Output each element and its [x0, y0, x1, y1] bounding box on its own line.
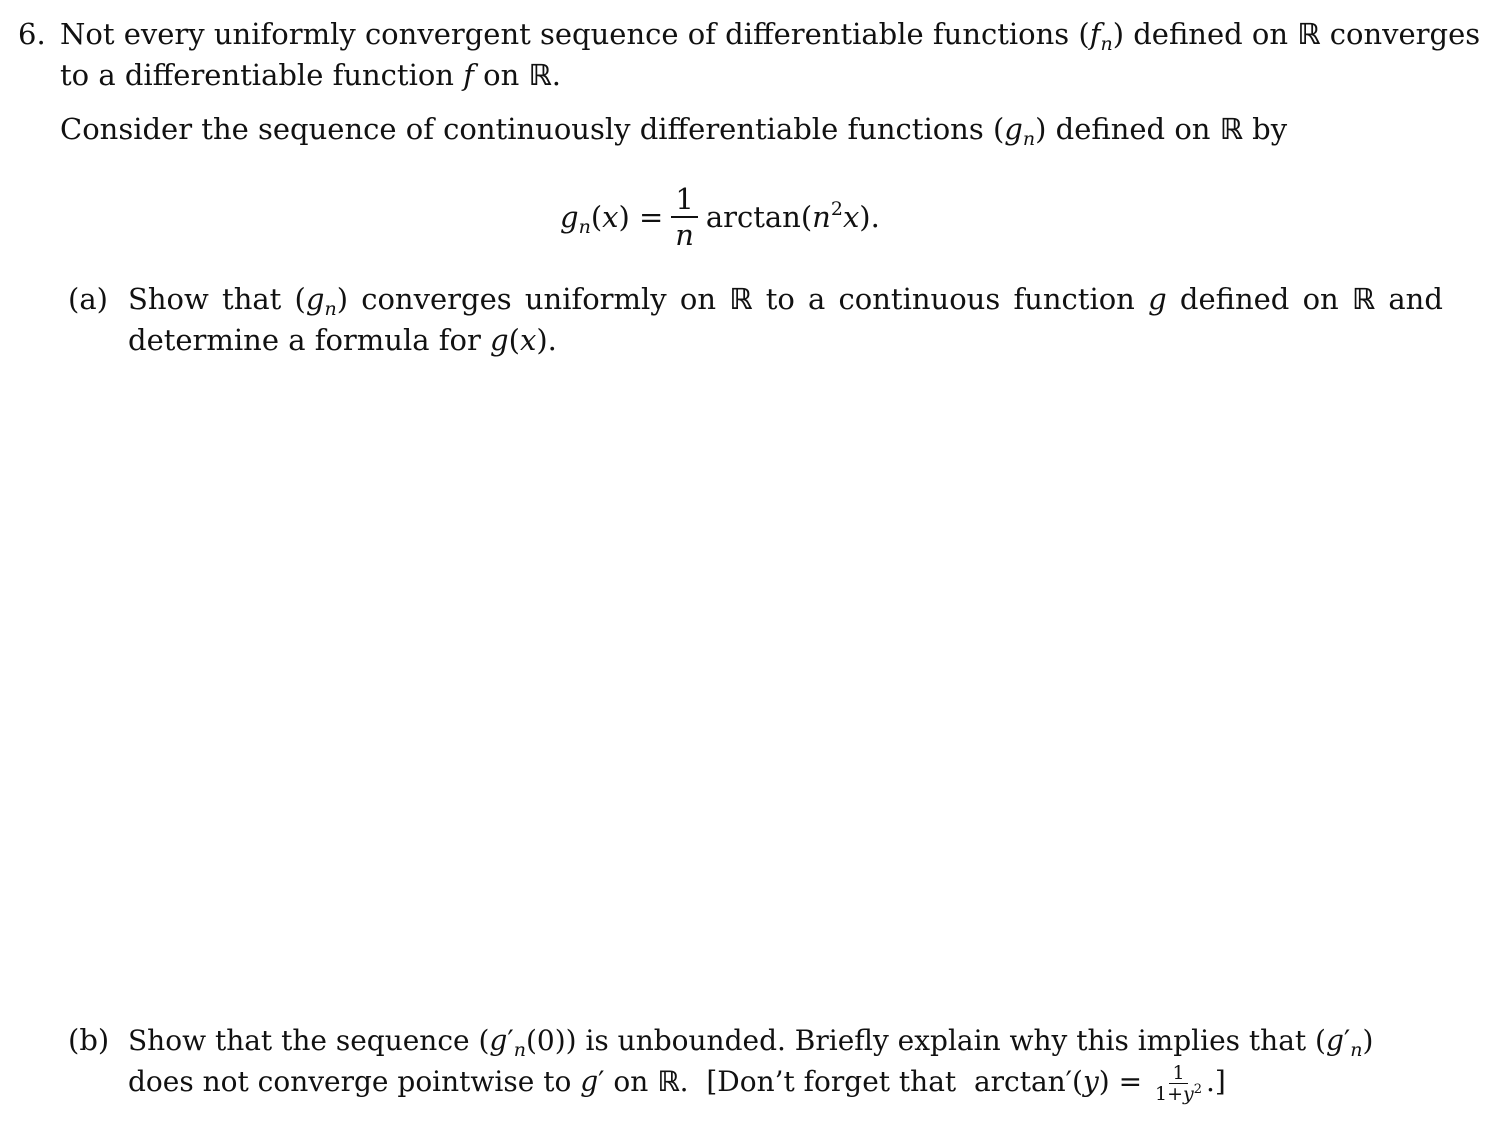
part-a-line-2: determine a formula for g(x). — [128, 323, 557, 357]
part-b-line-1: Show that the sequence $(g'_n(0))$ is unbounded. Briefly explain why this implies that $(g'_n)$ — [128, 1024, 1374, 1061]
part-a-label: (a) — [68, 282, 108, 316]
consider-line: Consider the sequence of continuously differentiable functions $(g_n)$ defined on ℝ by — [60, 112, 1288, 150]
fraction-one-over-n: $\frac{1}{n}$ — [671, 182, 697, 252]
small-fraction: $\frac{1}{1+y^2}$ — [1154, 1062, 1203, 1105]
intro-line-2: to a differentiable function f on ℝ. — [60, 58, 561, 92]
part-b-line-2: does not converge pointwise to g′ on ℝ. [Don’t forget that arctan′(y) = $\frac{1}{1+y^2}$ .] — [128, 1062, 1226, 1105]
intro-line-1: Not every uniformly convergent sequence of differentiable functions $(f_n)$ defined on ℝ converges — [60, 17, 1481, 55]
display-formula: $g_n(x)$ = $\frac{1}{n}$ $\arctan(n^2x)$. — [560, 182, 880, 252]
part-a-line-1: Show that $(g_n)$ converges uniformly on ℝ to a continuous function g defined on ℝ and — [128, 282, 1443, 320]
part-b-label: (b) — [68, 1023, 110, 1057]
problem-number: 6. — [18, 17, 46, 51]
